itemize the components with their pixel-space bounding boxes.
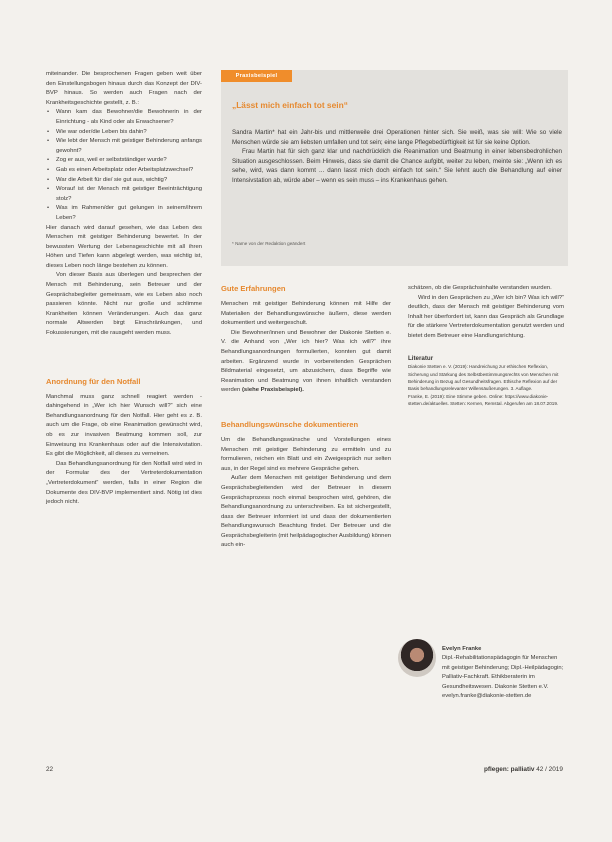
author-name: Evelyn Franke (442, 646, 482, 652)
paragraph: Wird in den Gesprächen zu „Wer ich bin? Was ich will?“ deutlich, dass der Mensch mit geistiger Behinderung vom Inhalt her überfordert ist, kann das Gespräch als Grundlage für die stärkere Vertreterdokumentation genutzt werden und bietet dem Betreuer eine Handlungsrichtung. (408, 294, 564, 339)
author-bio (442, 645, 566, 701)
cross-reference: (siehe Praxisbeispiel). (241, 387, 304, 394)
right-column (408, 284, 564, 408)
publication-info (484, 766, 563, 773)
literature-entry: Franke, E. (2019): Eine Stimme geben. Online: https://www.diakonie-stetten.de/aktuelles. Stetten: Kernen, Remstal. Abgerufen am 18.07.2019. (408, 393, 559, 407)
footnote: * Name von der Redaktion geändert (232, 241, 306, 246)
author-photo (398, 639, 436, 677)
left-column (46, 70, 202, 508)
section-heading: Gute Erfahrungen (221, 284, 286, 293)
box-title: „Lässt mich einfach tot sein“ (232, 100, 348, 110)
paragraph: Manchmal muss ganz schnell reagiert werden - dahingehend in „Wer ich hier Wunsch will?“ sich eine Behandlungsanordnung für den Notfall. Hier geht es z. B. auch um die Frage, ob eine Reanimation gewünscht wird, ob es zur invasiven Beatmung kommen soll, zur Einweisung ins Krankenhaus oder auf die Intensivstation. Es gibt die Möglichkeit, all dieses zu verneinen. (46, 393, 202, 458)
list-item: • Wann kam das Bewohner/die Bewohnerin in der Einrichtung - als Kind oder als Erwachsener? (46, 108, 202, 127)
paragraph: schätzen, ob die Gesprächsinhalte verstanden wurden. (408, 285, 552, 291)
list-item: • Wie war oder/die Leben bis dahin? (46, 128, 202, 138)
paragraph-text: Die Bewohner/innen und Bewohner der Diakonie Stetten e. V. die Anhand von „Wer ich hier? Was ich will?“ ihre Behandlungsanordnungen formulierten, konnten gut damit arbeiten. Ergänzend wurde in vorbereitenden Gesprächen Bildmaterial eingesetzt, um abzusichern, dass Begriffe wie Reanimation und Beatmung von ihnen inhaltlich verstanden werden (221, 329, 391, 394)
issue-number: 42 / 2019 (536, 766, 563, 773)
list-item: • War die Arbeit für die/ sie gut aus, wichtig? (46, 176, 202, 186)
list-item: • Wie lebt der Mensch mit geistiger Behinderung anfangs gewohnt? (46, 137, 202, 156)
literature-heading: Literatur (408, 354, 434, 362)
publication-name: pflegen: palliativ (484, 766, 535, 773)
box-label: Praxisbeispiel (221, 70, 292, 82)
list-item: • Was im Rahmen/der gut gelungen in seinem/ihrem Leben? (46, 204, 202, 223)
section-heading: Behandlungswünsche dokumentieren (221, 419, 359, 429)
box-body (232, 128, 562, 186)
paragraph: Sandra Martin* hat ein Jahr-bis und mittlerweile drei Operationen hinter sich. Sie weiß, was sie will: Wie so viele Menschen würde sie am liebsten umfallen und tot sein; eine lange Pflegebedürftigkeit ist für sie keine Option. (232, 129, 562, 146)
paragraph: Frau Martin hat für sich ganz klar und nachdrücklich die Reanimation und Beatmung in einer lebensbedrohlichen Situation ausgeschlossen. Beim Hinweis, dass sie damit die Chance aufgibt, weiter zu leben, meinte sie: „Wenn ich es sehe, wird, was dann kommt ... dann lasst mich doch einfach tot sein.“ Sie lehnt auch die Behandlung auf einer Intensivstation ab, würde aber – wenn es sein muss – ins Krankenhaus gehen. (232, 148, 562, 184)
case-example-box (221, 70, 568, 266)
list-item: • Gab es einen Arbeitsplatz oder Arbeitsplatzwechsel? (46, 166, 202, 176)
section-heading: Anordnung für den Notfall (46, 376, 141, 386)
paragraph: Menschen mit geistiger Behinderung können mit Hilfe der Materialien der Behandlungswünsche äußern, diese werden dokumentiert und weitergeschult. (221, 301, 391, 327)
paragraph: Von dieser Basis aus überlegen und besprechen der Mensch mit Behinderung, sein Betreuer und der Gesprächsbegleiter gemeinsam, wie es Leben also noch passieren könnte. Nicht nur große und schlimme Krankheiten können Veränderungen. Auch das ganz normale Altwerden birgt Einschränkungen, und Fokussierungen, mit die rausgeht werden muss. (46, 272, 202, 337)
author-email[interactable]: evelyn.franke@diakonie-stetten.de (442, 693, 532, 700)
author-role: Dipl.-Rehabilitationspädagogin für Menschen mit geistiger Behinderung; Dipl.-Heilpädagogin; Palliativ-Fachkraft. Ethikberaterin im Gesundheitswesen. Diakonie Stetten e.V. (442, 655, 564, 690)
list-item: • Worauf ist der Mensch mit geistiger Beeinträchtigung stolz? (46, 185, 202, 204)
literature-entry: Diakonie Stetten e. V. (2019): Handreichung zur ethischen Reflexion, Sicherung und Stärkung des Selbstbestimmungsrechts von Menschen mit Behinderung in Bezug auf Gesundheitsfragen. Ethische Reflexion auf der Basis behandlungsrelevanter Willensäußerungen. 3. Auflage. (408, 364, 559, 392)
list-item: • Zog er aus, weil er selbstständiger wurde? (46, 156, 202, 166)
paragraph: miteinander. Die besprochenen Fragen geben weit über den Einstellungsbogen hinaus durch das Konzept der DIV-BVP hinaus. So werden auch Fragen nach der Krankheitsgeschichte gestellt, z. B.: (46, 71, 202, 106)
paragraph: Hier danach wird darauf gesehen, wie das Leben des Menschen mit geistiger Behinderung bewertet. In der bewussten Wertung der Lebensgeschichte mit all ihren Höhen und Tiefen kann abgelegt werden, was wichtig ist, dieses Leben noch länge bestehen zu können. (46, 224, 202, 269)
page-number: 22 (46, 766, 54, 773)
middle-column (221, 284, 391, 551)
paragraph (221, 329, 391, 396)
paragraph: Außer dem Menschen mit geistiger Behinderung und dem Gesprächsbegleitenden wird der Betreuer in diesem Gesprächsprozess noch einmal besprochen wird, gehören, die Behandlungsanordnung zu unterschreiben. Es ist sichergestellt, dass der Betreuer informiert ist und dass der dokumentierten Behandlungswunsch Beachtung findet. Der Betreuer und die Gesprächsbegleiterin (mit heilpädagogischer Ausbildung) können auch ein- (221, 475, 391, 549)
paragraph: Um die Behandlungswünsche und Vorstellungen eines Menschen mit geistiger Behinderung zu ermitteln und zu formulieren, reichen ein Blatt und ein Zweigespräch nur selten aus, in der Regel sind es mehrere Gespräche gehen. (221, 436, 391, 472)
paragraph: Das Behandlungsanordnung für den Notfall wird wird in der Formular des der Vertreterdokumentation „Vertreterdokument“ werden, falls in einer Region die Dokumente des DIV-BVP implementiert sind. Nötig ist dies jedoch nicht. (46, 460, 202, 506)
question-list (46, 108, 202, 223)
